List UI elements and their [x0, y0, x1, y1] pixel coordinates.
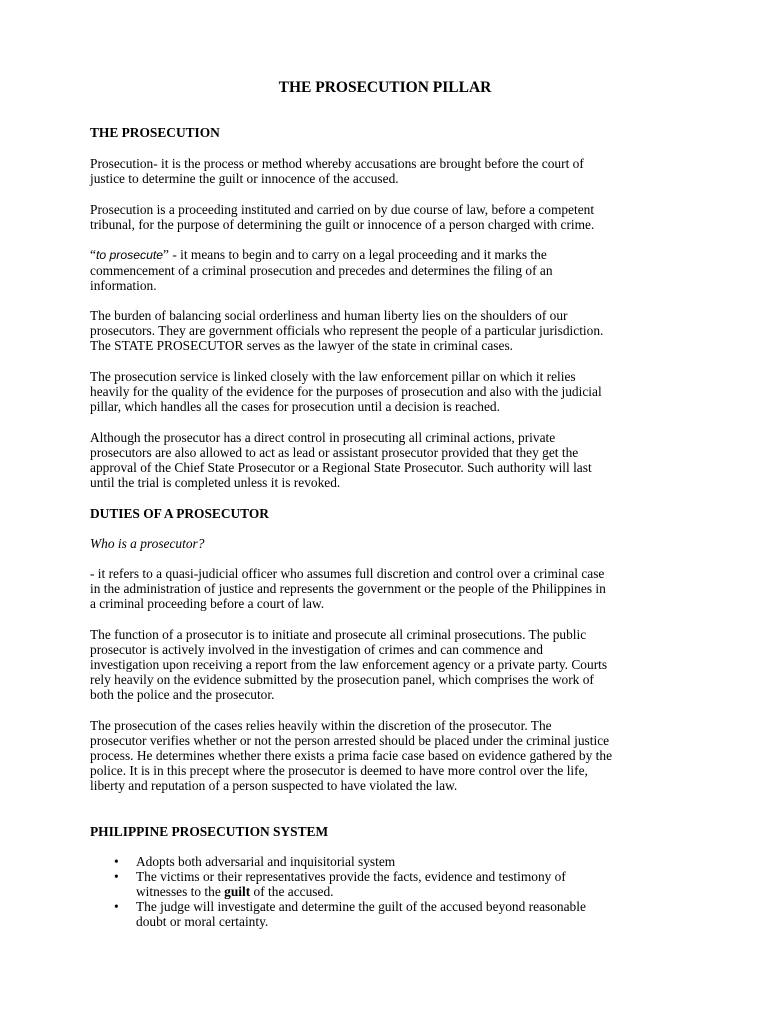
bullet-icon: •: [114, 869, 119, 885]
term-to-prosecute: to prosecute: [95, 248, 164, 262]
section-heading-prosecution: THE PROSECUTION: [90, 125, 220, 140]
bullet-list: [90, 854, 690, 929]
list-item: • Adopts both adversarial and inquisitorial system: [114, 854, 396, 869]
paragraph-prosecution-definition: Prosecution- it is the process or method whereby accusations are brought before the court of justice to determine the guilt or innocence of the accused.: [90, 156, 584, 187]
list-item: • The judge will investigate and determine the guilt of the accused beyond reasonable doubt or moral certainty.: [114, 899, 586, 930]
section-heading-philippine-system: PHILIPPINE PROSECUTION SYSTEM: [90, 824, 329, 839]
bullet-icon: •: [114, 854, 119, 869]
section-heading-duties: DUTIES OF A PROSECUTOR: [90, 506, 269, 521]
bullet-icon: •: [114, 899, 119, 915]
document-title: THE PROSECUTION PILLAR: [278, 79, 492, 96]
paragraph-burden: The burden of balancing social orderliness and human liberty lies on the shoulders of our prosecutors. They are government officials who represent the people of a particular jurisdiction. The STATE PROSECUTOR serves as the lawyer of the state in criminal cases.: [90, 308, 604, 354]
paragraph-prosecution-service: The prosecution service is linked closely with the law enforcement pillar on which it relies heavily for the quality of the evidence for the purposes of prosecution and also with the judicial pillar, which handles all the cases for prosecution until a decision is reached.: [90, 369, 602, 415]
paragraph-private-prosecutors: Although the prosecutor has a direct control in prosecuting all criminal actions, private prosecutors are also allowed to act as lead or assistant prosecutor provided that they get the approval of the Chief State Prosecutor or a Regional State Prosecutor. Such authority will last until the trial is completed unless it is revoked.: [90, 430, 592, 491]
paragraph-discretion: The prosecution of the cases relies heavily within the discretion of the prosecutor. The prosecutor verifies whether or not the person arrested should be placed under the criminal justice process. He determines whether there exists a prima facie case based on evidence gathered by the police. It is in this precept where the prosecutor is deemed to have more control over the life, liberty and reputation of a person suspected to have violated the law.: [90, 718, 613, 794]
paragraph-to-prosecute: “to prosecute” - it means to begin and to carry on a legal proceeding and it marks the commencement of a criminal prosecution and precedes and determines the filing of an information.: [90, 247, 553, 294]
subheading-who-is-prosecutor: Who is a prosecutor?: [90, 536, 205, 551]
bold-word-guilt: guilt: [224, 884, 251, 900]
paragraph-function: The function of a prosecutor is to initiate and prosecute all criminal prosecutions. The public prosecutor is actively involved in the investigation of crimes and can commence and investigation upon receiving a report from the law enforcement agency or a private party. Courts rely heavily on the evidence submitted by the prosecution panel, which comprises the work of both the police and the prosecutor.: [90, 627, 608, 703]
list-item: • The victims or their representatives provide the facts, evidence and testimony of witnesses to the guilt of the accused.: [114, 869, 566, 900]
paragraph-quasi-judicial: - it refers to a quasi-judicial officer who assumes full discretion and control over a criminal case in the administration of justice and represents the government or the people of the Philippines in a criminal proceeding before a court of law.: [90, 566, 606, 612]
paragraph-proceeding: Prosecution is a proceeding instituted and carried on by due course of law, before a competent tribunal, for the purpose of determining the guilt or innocence of a person charged with crime.: [90, 202, 595, 233]
